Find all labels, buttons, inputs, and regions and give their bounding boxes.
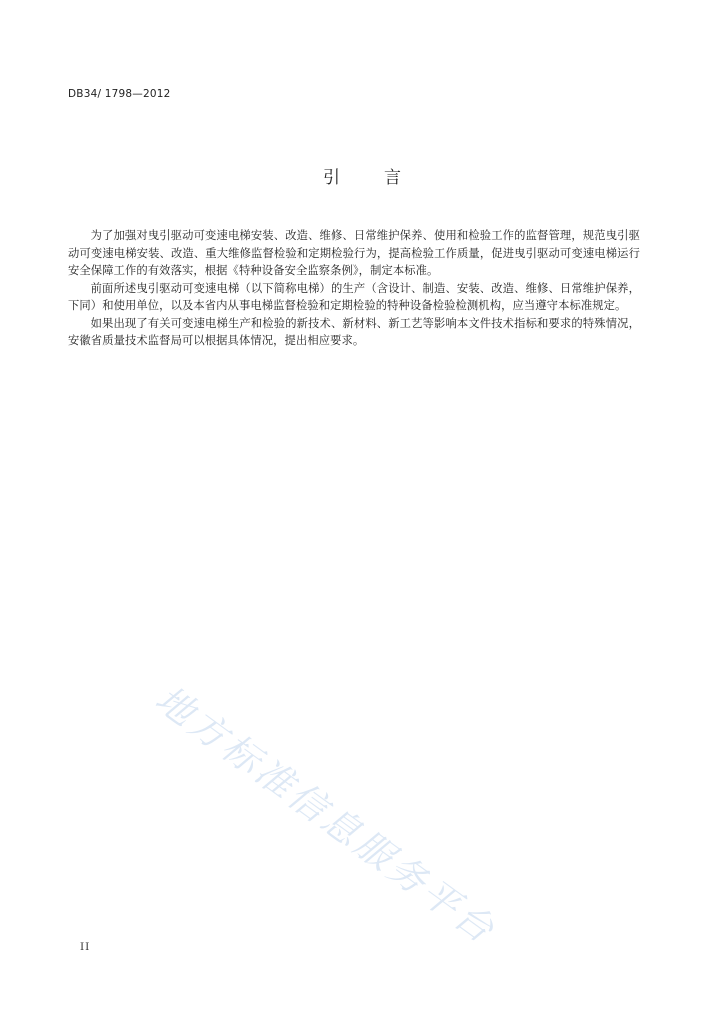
paragraph-3: 如果出现了有关可变速电梯生产和检验的新技术、新材料、新工艺等影响本文件技术指标和要求的特殊情况，安徽省质量技术监督局可以根据具体情况，提出相应要求。 xyxy=(68,316,640,347)
document-code: DB34/ 1798—2012 xyxy=(68,88,171,100)
paragraph-2: 前面所述曳引驱动可变速电梯（以下简称电梯）的生产（含设计、制造、安装、改造、维修、日常维护保养，下同）和使用单位，以及本省内从事电梯监督检验和定期检验的特种设备检验检测机构，应当遵守本标准规定。 xyxy=(68,281,640,312)
watermark: 地方标准信息服务平台 xyxy=(147,677,505,954)
paragraph-1: 为了加强对曳引驱动可变速电梯安装、改造、维修、日常维护保养、使用和检验工作的监督管理，规范曳引驱动可变速电梯安装、改造、重大维修监督检验和定期检验行为，提高检验工作质量，促进曳引驱动可变速电梯运行安全保障工作的有效落实，根据《特种设备安全监察条例》，制定本标准。 xyxy=(68,229,640,277)
section-title: 引言 xyxy=(323,168,445,188)
body-text xyxy=(68,227,640,350)
page-number: II xyxy=(80,941,91,953)
